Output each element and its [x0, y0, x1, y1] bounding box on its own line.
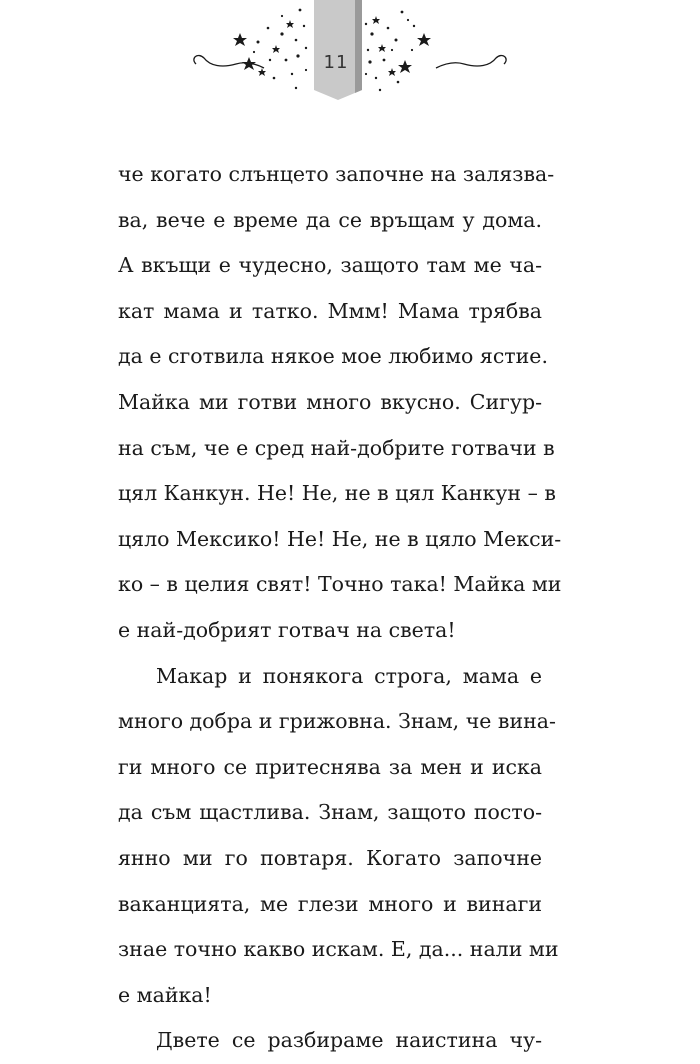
text-line: Майка ми готви много вкусно. Сигур- [118, 389, 542, 414]
text-line: ги много се притеснява за мен и иска [118, 754, 542, 779]
text-line: да е сготвила някое мое любимо ястие. [118, 344, 548, 369]
text-line: знае точно какво искам. Е, да... нали ми [118, 937, 559, 962]
text-line: Двете се разбираме наистина чу- [156, 1028, 542, 1053]
text-line: янно ми го повтаря. Когато започне [118, 845, 542, 870]
text-line: цяло Мексико! Не! Не, не в цяло Мекси- [118, 526, 562, 551]
text-line: кат мама и татко. Ммм! Мама трябва [118, 298, 542, 323]
text-line: че когато слънцето започне на залязва- [118, 162, 555, 186]
page-tab-shadow [355, 0, 362, 93]
left-swirl-icon [194, 56, 264, 68]
text-line: ваканцията, ме глези много и винаги [118, 891, 542, 916]
text-line: ва, вече е време да се връщам у дома. [118, 207, 542, 232]
right-swirl-icon [436, 56, 506, 68]
page-number: 11 [323, 52, 349, 73]
text-line: е майка! [118, 982, 212, 1007]
right-stars-icon [365, 11, 431, 92]
body-text [118, 152, 562, 1064]
text-line: на съм, че е сред най-добрите готвачи в [118, 435, 555, 460]
page-tab [314, 0, 362, 100]
text-line: много добра и грижовна. Знам, че вина- [118, 709, 556, 734]
text-line: Макар и понякога строга, мама е [156, 663, 542, 688]
left-stars-icon [233, 9, 307, 90]
text-line: А вкъщи е чудесно, защото там ме ча- [118, 253, 542, 278]
text-line: ко – в целия свят! Точно така! Майка ми [118, 572, 562, 597]
text-line: да съм щастлива. Знам, защото посто- [118, 800, 542, 825]
page-header [0, 0, 700, 110]
text-line: е най-добрият готвач на света! [118, 617, 456, 642]
text-line: цял Канкун. Не! Не, не в цял Канкун – в [118, 481, 556, 506]
